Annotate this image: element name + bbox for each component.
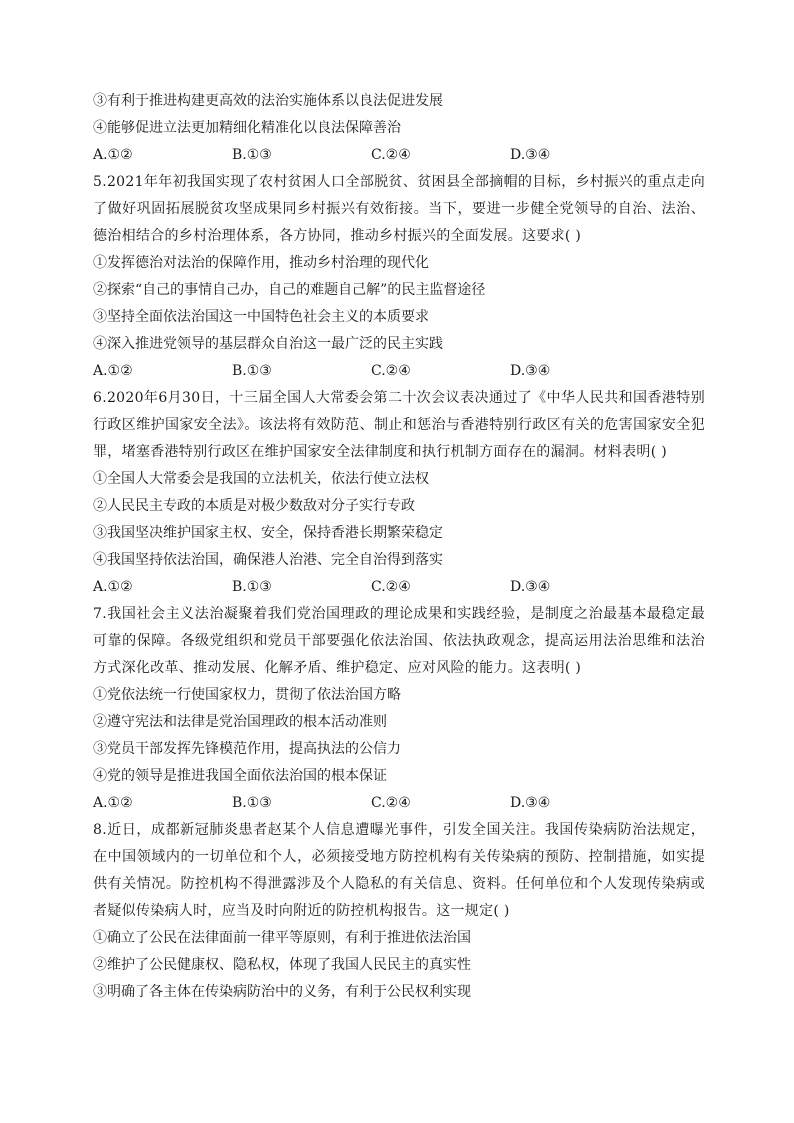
statement-line: ③坚持全面依法治国这一中国特色社会主义的本质要求 (93, 309, 429, 325)
question-5 (93, 169, 705, 385)
option-b: B.①③ (232, 363, 272, 379)
option-d: D.③④ (510, 795, 551, 811)
statement-line: ③明确了各主体在传染病防治中的义务，有利于公民权利实现 (93, 984, 471, 1000)
statement-line: ①确立了公民在法律面前一律平等原则，有利于推进依法治国 (93, 930, 471, 946)
document-page (93, 88, 705, 1006)
statement-line: ③我国坚决维护国家主权、安全，保持香港长期繁荣稳定 (93, 525, 443, 541)
question-8 (93, 817, 705, 1006)
question-stem: 5.2021年年初我国实现了农村贫困人口全部脱贫、贫困县全部摘帽的目标，乡村振兴的重点走向了做好巩固拓展脱贫攻坚成果同乡村振兴有效衔接。当下，要进一步健全党领导的自治、法治、德治相结合的乡村治理体系，各方协同，推动乡村振兴的全面发展。这要求( ) (93, 174, 705, 244)
option-b: B.①③ (232, 147, 272, 163)
option-d: D.③④ (510, 579, 551, 595)
option-b: B.①③ (232, 795, 272, 811)
question-stem: 7.我国社会主义法治凝聚着我们党治国理政的理论成果和实践经验，是制度之治最基本最稳定最可靠的保障。各级党组织和党员干部要强化依法治国、依法执政观念，提高运用法治思维和法治方式深化改革、推动发展、化解矛盾、维护稳定、应对风险的能力。这表明( ) (93, 606, 705, 676)
statement-line: ①发挥德治对法治的保障作用，推动乡村治理的现代化 (93, 255, 429, 271)
option-c: C.②④ (371, 363, 411, 379)
question-6 (93, 385, 705, 601)
option-b: B.①③ (232, 579, 272, 595)
statement-line: ③有利于推进构建更高效的法治实施体系以良法促进发展 (93, 93, 443, 109)
option-a: A.①② (93, 147, 133, 163)
option-a: A.①② (93, 363, 133, 379)
option-c: C.②④ (371, 147, 411, 163)
statement-line: ②人民民主专政的本质是对极少数敌对分子实行专政 (93, 498, 415, 514)
option-c: C.②④ (371, 579, 411, 595)
option-d: D.③④ (510, 147, 551, 163)
statement-line: ①全国人大常委会是我国的立法机关，依法行使立法权 (93, 471, 429, 487)
answer-options (93, 574, 705, 601)
question-stem: 8.近日，成都新冠肺炎患者赵某个人信息遭曝光事件，引发全国关注。我国传染病防治法规定，在中国领域内的一切单位和个人，必须接受地方防控机构有关传染病的预防、控制措施，如实提供有关情况。防控机构不得泄露涉及个人隐私的有关信息、资料。任何单位和个人发现传染病或者疑似传染病人时，应当及时向附近的防控机构报告。这一规定( ) (93, 822, 705, 919)
statement-line: ④深入推进党领导的基层群众自治这一最广泛的民主实践 (93, 336, 443, 352)
statement-line: ④我国坚持依法治国，确保港人治港、完全自治得到落实 (93, 552, 443, 568)
answer-options (93, 790, 705, 817)
answer-options (93, 358, 705, 385)
option-c: C.②④ (371, 795, 411, 811)
answer-options (93, 142, 705, 169)
statement-line: ②维护了公民健康权、隐私权，体现了我国人民民主的真实性 (93, 957, 471, 973)
question-stem: 6.2020年6月30日，十三届全国人大常委会第二十次会议表决通过了《中华人民共和国香港特别行政区维护国家安全法》。该法将有效防范、制止和惩治与香港特别行政区有关的危害国家安全犯罪，堵塞香港特别行政区在维护国家安全法律制度和执行机制方面存在的漏洞。材料表明( ) (93, 390, 705, 460)
statement-line: ④能够促进立法更加精细化精准化以良法保障善治 (93, 120, 401, 136)
statement-line: ③党员干部发挥先锋模范作用，提高执法的公信力 (93, 741, 401, 757)
statement-line: ②遵守宪法和法律是党治国理政的根本活动准则 (93, 714, 387, 730)
question-7 (93, 601, 705, 817)
statement-line: ①党依法统一行使国家权力，贯彻了依法治国方略 (93, 687, 401, 703)
statement-line: ②探索“自己的事情自己办，自己的难题自己解”的民主监督途径 (93, 282, 486, 298)
option-a: A.①② (93, 579, 133, 595)
option-d: D.③④ (510, 363, 551, 379)
option-a: A.①② (93, 795, 133, 811)
statement-line: ④党的领导是推进我国全面依法治国的根本保证 (93, 768, 387, 784)
